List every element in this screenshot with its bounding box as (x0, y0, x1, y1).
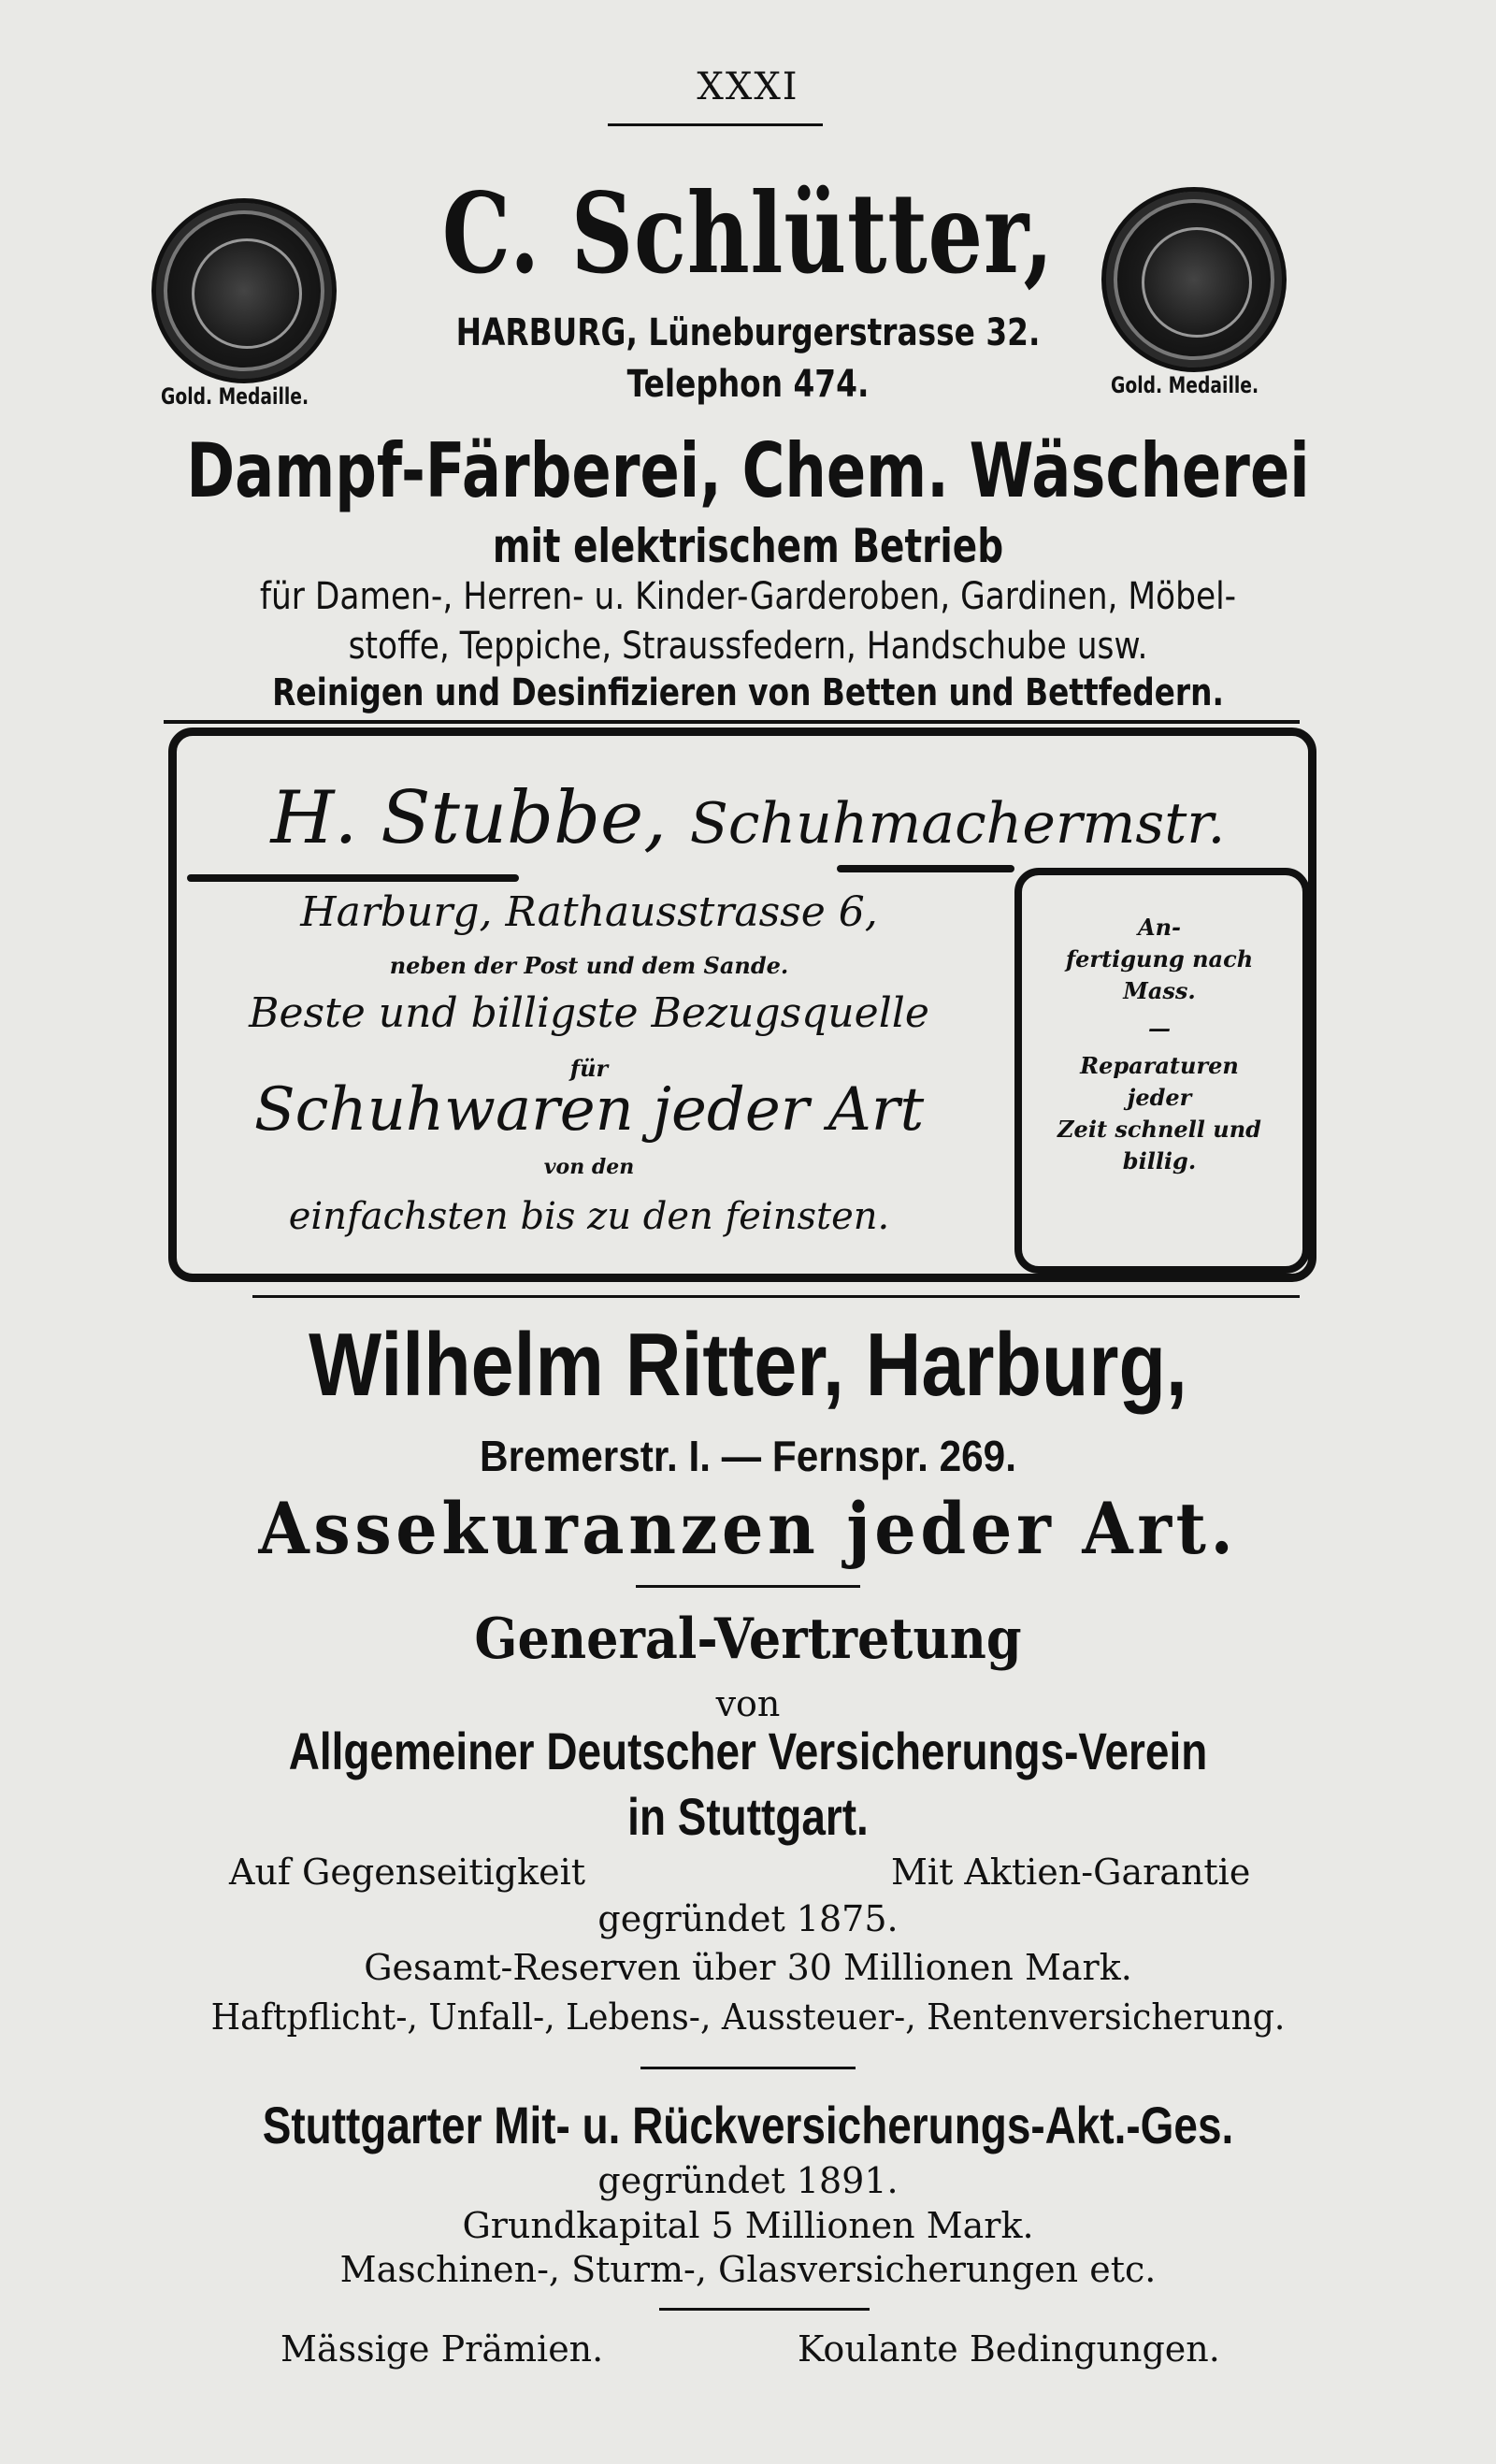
ritter-rule-3 (659, 2308, 870, 2311)
stubbe-heading (0, 776, 1496, 860)
stubbe-right-line2: fertigung nach (1065, 945, 1254, 973)
ritter-founded-2: gegründet 1891. (597, 2160, 899, 2201)
stubbe-right-line5: jeder (1127, 1084, 1192, 1111)
ritter-von: von (715, 1683, 781, 1724)
ritter-capital: Grundkapital 5 Millionen Mark. (462, 2205, 1034, 2246)
schluetter-services-line1: für Damen-, Herren- u. Kinder-Garderoben, Gardinen, Möbel- (259, 575, 1237, 618)
medal-right-caption: Gold. Medaille. (1111, 372, 1259, 398)
ritter-headline: Assekuranzen jeder Art. (258, 1487, 1238, 1570)
ritter-company-2: Stuttgarter Mit- u. Rückversicherungs-Akt.-Ges. (262, 2096, 1234, 2154)
medal-left-caption: Gold. Medaille. (161, 383, 309, 410)
stubbe-right-dash: — (1148, 1015, 1171, 1042)
ritter-machine-insurance: Maschinen-, Sturm-, Glasversicherungen etc. (339, 2249, 1157, 2290)
stubbe-right-line4: Reparaturen (1080, 1052, 1239, 1079)
stubbe-main: Schuhwaren jeder Art (253, 1075, 925, 1145)
ritter-note-right: Mit Aktien-Garantie (891, 1852, 1251, 1893)
divider-ad2-ad3 (252, 1295, 1300, 1298)
stubbe-title: Schuhmachermstr. (689, 791, 1226, 857)
stubbe-location: neben der Post und dem Sande. (389, 952, 789, 979)
stubbe-range: einfachsten bis zu den feinsten. (288, 1195, 890, 1238)
stubbe-right-line1: An- (1137, 914, 1182, 941)
schluetter-address: HARBURG, Lüneburgerstrasse 32. (455, 311, 1041, 354)
ritter-reserves: Gesamt-Reserven über 30 Millionen Mark. (364, 1947, 1132, 1988)
ritter-insurance-types: Haftpflicht-, Unfall-, Lebens-, Aussteuer-, Rentenversicherung. (210, 1996, 1286, 2038)
stubbe-inner-divider-right (837, 865, 1014, 872)
stubbe-right-panel (1019, 912, 1300, 1177)
schluetter-services-line3: Reinigen und Desinfizieren von Betten und Bettfedern. (272, 671, 1224, 714)
schluetter-services-line2: stoffe, Teppiche, Straussfedern, Handschube usw. (348, 625, 1148, 668)
schluetter-headline: Dampf-Färberei, Chem. Wäscherei (186, 427, 1310, 514)
ritter-address: Bremerstr. I. — Fernspr. 269. (480, 1432, 1016, 1480)
stubbe-inner-divider-left (187, 874, 519, 882)
ritter-name: Wilhelm Ritter, Harburg, (309, 1315, 1187, 1415)
ritter-general-agency: General-Vertretung (474, 1607, 1022, 1672)
schluetter-telephone: Telephon 474. (626, 363, 870, 406)
stubbe-fuer: für (569, 1055, 609, 1082)
stubbe-right-line3: Mass. (1123, 977, 1196, 1004)
stubbe-name: H. Stubbe, (270, 776, 667, 860)
stubbe-right-line6: Zeit schnell und (1057, 1116, 1261, 1143)
ritter-founded-1: gegründet 1875. (597, 1898, 899, 1939)
ritter-footer-left: Mässige Prämien. (280, 2328, 604, 2370)
stubbe-right-line7: billig. (1122, 1147, 1197, 1174)
schluetter-subheadline: mit elektrischem Betrieb (492, 519, 1004, 573)
page-number-rule (608, 123, 823, 126)
ritter-verein-name: Allgemeiner Deutscher Versicherungs-Verein (288, 1722, 1208, 1780)
ritter-footer-right: Koulante Bedingungen. (798, 2328, 1220, 2370)
ritter-note-left: Auf Gegenseitigkeit (229, 1852, 586, 1893)
ritter-verein-city: in Stuttgart. (627, 1787, 869, 1846)
page-number: XXXI (697, 65, 799, 108)
ritter-rule-2 (640, 2067, 856, 2069)
ritter-rule-1 (636, 1585, 860, 1588)
divider-ad1-ad2 (164, 720, 1300, 724)
stubbe-tagline: Beste und billigste Bezugsquelle (249, 989, 929, 1037)
schluetter-name: C. Schlütter, (441, 168, 1055, 298)
stubbe-von-den: von den (543, 1155, 635, 1179)
stubbe-address: Harburg, Rathausstrasse 6, (300, 888, 878, 936)
